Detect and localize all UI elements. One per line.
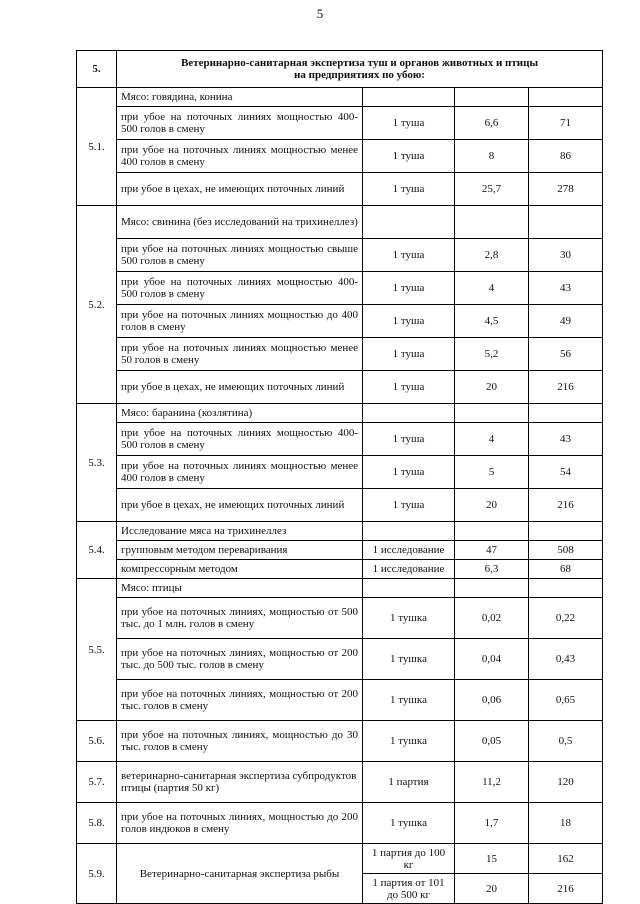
row-value-1: 0,02	[455, 598, 529, 639]
table-row	[77, 489, 603, 522]
table-row	[77, 239, 603, 272]
page-number: 5	[316, 6, 324, 21]
row-value-1: 25,7	[455, 173, 529, 206]
row-value-2: 120	[529, 762, 603, 803]
table-row	[77, 721, 603, 762]
row-unit: 1 партия от 101 до 500 кг	[363, 874, 455, 904]
item-number: 5.9.	[77, 844, 117, 904]
row-value-2: 30	[529, 239, 603, 272]
section-title	[117, 51, 603, 88]
table-row	[77, 456, 603, 489]
row-value-2: 71	[529, 107, 603, 140]
row-desc: групповым методом переваривания	[117, 541, 363, 560]
row-unit: 1 тушка	[363, 639, 455, 680]
row-value-2: 278	[529, 173, 603, 206]
row-value-1: 47	[455, 541, 529, 560]
row-desc: при убое на поточных линиях, мощностью до 30 тыс. голов в смену	[117, 721, 363, 762]
section-title-line2: на предприятиях по убою:	[294, 69, 425, 81]
row-value-1: 20	[455, 371, 529, 404]
row-unit: 1 исследование	[363, 541, 455, 560]
row-value-1: 0,05	[455, 721, 529, 762]
table-row	[77, 338, 603, 371]
row-value-2: 0,43	[529, 639, 603, 680]
table-row	[77, 522, 603, 541]
row-value-2: 0,5	[529, 721, 603, 762]
row-desc: при убое на поточных линиях мощностью 400-500 голов в смену	[117, 107, 363, 140]
row-value-2: 56	[529, 338, 603, 371]
row-unit: 1 исследование	[363, 560, 455, 579]
table-row	[77, 598, 603, 639]
group-header: Мясо: птицы	[117, 579, 363, 598]
row-unit: 1 туша	[363, 305, 455, 338]
item-number: 5.4.	[77, 522, 117, 579]
row-desc: при убое на поточных линиях мощностью менее 50 голов в смену	[117, 338, 363, 371]
row-value-1: 11,2	[455, 762, 529, 803]
row-value-2: 0,65	[529, 680, 603, 721]
row-desc: при убое на поточных линиях, мощностью до 200 голов индюков в смену	[117, 803, 363, 844]
row-desc: при убое на поточных линиях мощностью 400-500 голов в смену	[117, 423, 363, 456]
section-title-line1: Ветеринарно-санитарная экспертиза туш и органов животных и птицы	[180, 57, 539, 69]
row-desc: при убое на поточных линиях мощностью менее 400 голов в смену	[117, 456, 363, 489]
row-value-2: 216	[529, 489, 603, 522]
row-value-1: 15	[455, 844, 529, 874]
item-number: 5.3.	[77, 404, 117, 522]
row-desc: при убое в цехах, не имеющих поточных линий	[117, 173, 363, 206]
row-value-1: 4	[455, 423, 529, 456]
row-desc: при убое на поточных линиях мощностью свыше 500 голов в смену	[117, 239, 363, 272]
row-desc: при убое на поточных линиях мощностью 400-500 голов в смену	[117, 272, 363, 305]
row-desc: при убое на поточных линиях, мощностью от 200 тыс. до 500 тыс. голов в смену	[117, 639, 363, 680]
row-unit: 1 тушка	[363, 680, 455, 721]
item-number: 5.8.	[77, 803, 117, 844]
item-number: 5.7.	[77, 762, 117, 803]
table-row	[77, 762, 603, 803]
table-row	[77, 803, 603, 844]
section-header-row	[77, 51, 603, 88]
table-row	[77, 404, 603, 423]
table-row	[77, 639, 603, 680]
row-desc: при убое на поточных линиях мощностью до 400 голов в смену	[117, 305, 363, 338]
table-row	[77, 541, 603, 560]
row-desc: при убое на поточных линиях, мощностью от 500 тыс. до 1 млн. голов в смену	[117, 598, 363, 639]
row-desc: Ветеринарно-санитарная экспертиза рыбы	[117, 844, 363, 904]
row-unit: 1 туша	[363, 140, 455, 173]
row-desc: при убое на поточных линиях мощностью менее 400 голов в смену	[117, 140, 363, 173]
row-value-1: 4,5	[455, 305, 529, 338]
group-header: Мясо: баранина (козлятина)	[117, 404, 363, 423]
table-row	[77, 305, 603, 338]
row-value-2: 86	[529, 140, 603, 173]
row-unit: 1 туша	[363, 456, 455, 489]
row-unit: 1 туша	[363, 423, 455, 456]
row-unit: 1 туша	[363, 489, 455, 522]
row-unit: 1 партия до 100 кг	[363, 844, 455, 874]
table-row	[77, 560, 603, 579]
row-value-1: 20	[455, 874, 529, 904]
row-unit: 1 тушка	[363, 598, 455, 639]
table-row	[77, 140, 603, 173]
row-value-1: 5	[455, 456, 529, 489]
row-value-1: 1,7	[455, 803, 529, 844]
row-unit: 1 туша	[363, 338, 455, 371]
item-number: 5.5.	[77, 579, 117, 721]
row-unit: 1 туша	[363, 272, 455, 305]
row-desc: при убое на поточных линиях, мощностью от 200 тыс. голов в смену	[117, 680, 363, 721]
section-number: 5.	[77, 51, 117, 88]
row-value-1: 6,6	[455, 107, 529, 140]
table-row	[77, 107, 603, 140]
row-desc: при убое в цехах, не имеющих поточных линий	[117, 371, 363, 404]
row-desc: компрессорным методом	[117, 560, 363, 579]
row-value-1: 0,06	[455, 680, 529, 721]
row-value-2: 68	[529, 560, 603, 579]
row-value-2: 18	[529, 803, 603, 844]
row-value-2: 49	[529, 305, 603, 338]
row-value-2: 43	[529, 423, 603, 456]
table-row	[77, 272, 603, 305]
row-value-1: 4	[455, 272, 529, 305]
row-unit: 1 туша	[363, 371, 455, 404]
table-row	[77, 88, 603, 107]
row-value-1: 5,2	[455, 338, 529, 371]
row-desc: ветеринарно-санитарная экспертиза субпродуктов птицы (партия 50 кг)	[117, 762, 363, 803]
group-header: Мясо: свинина (без исследований на трихинеллез)	[117, 206, 363, 239]
row-desc: при убое в цехах, не имеющих поточных линий	[117, 489, 363, 522]
item-number: 5.2.	[77, 206, 117, 404]
row-value-2: 162	[529, 844, 603, 874]
row-value-2: 508	[529, 541, 603, 560]
table-row	[77, 579, 603, 598]
row-value-2: 43	[529, 272, 603, 305]
table-row	[77, 206, 603, 239]
row-unit: 1 партия	[363, 762, 455, 803]
row-value-2: 54	[529, 456, 603, 489]
item-number: 5.6.	[77, 721, 117, 762]
table-row	[77, 371, 603, 404]
row-value-2: 216	[529, 874, 603, 904]
row-unit: 1 туша	[363, 107, 455, 140]
row-value-2: 0,22	[529, 598, 603, 639]
row-unit: 1 тушка	[363, 721, 455, 762]
group-header: Исследование мяса на трихинеллез	[117, 522, 363, 541]
item-number: 5.1.	[77, 88, 117, 206]
row-value-2: 216	[529, 371, 603, 404]
row-unit: 1 тушка	[363, 803, 455, 844]
row-unit: 1 туша	[363, 239, 455, 272]
table-row	[77, 844, 603, 874]
row-value-1: 0,04	[455, 639, 529, 680]
row-unit: 1 туша	[363, 173, 455, 206]
table-row	[77, 423, 603, 456]
table-row	[77, 680, 603, 721]
row-value-1: 20	[455, 489, 529, 522]
row-value-1: 2,8	[455, 239, 529, 272]
table-row	[77, 173, 603, 206]
row-value-1: 8	[455, 140, 529, 173]
group-header: Мясо: говядина, конина	[117, 88, 363, 107]
row-value-1: 6,3	[455, 560, 529, 579]
price-table	[76, 50, 603, 904]
